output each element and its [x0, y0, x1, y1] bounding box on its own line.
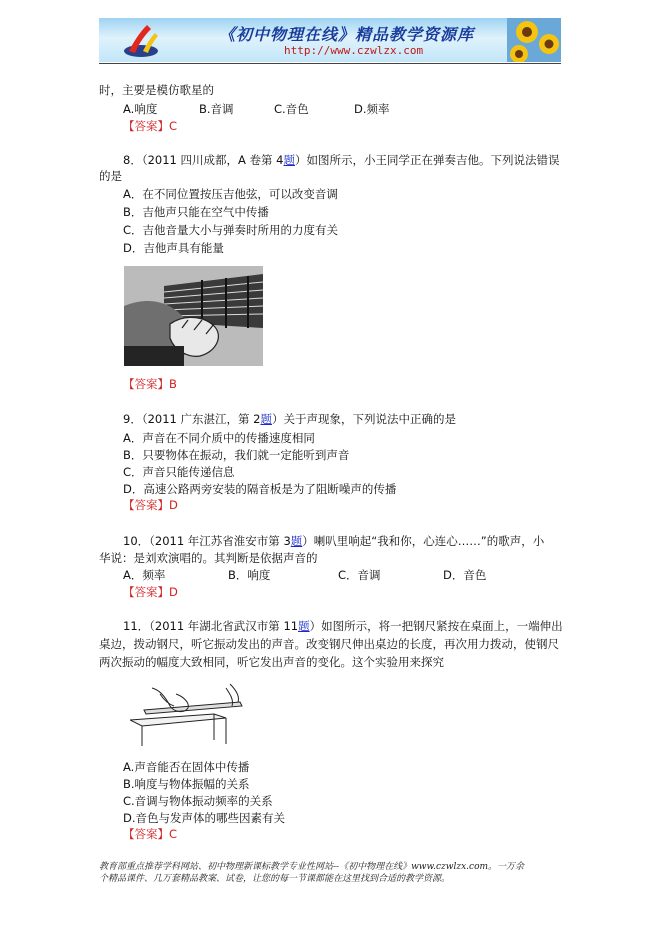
q11-ti-link[interactable]: 题	[298, 619, 310, 633]
q8-option-a: A．在不同位置按压吉他弦，可以改变音调	[123, 187, 338, 201]
q9-option-b: B．只要物体在振动，我们就一定能听到声音	[123, 448, 350, 462]
footer-line2: 个精品课件、几万套精品教案、试卷，让您的每一节课都能在这里找到合适的教学资源。	[99, 874, 451, 884]
prev-option-b: B.音调	[199, 102, 234, 116]
q10-ti-link[interactable]: 题	[290, 534, 303, 548]
q9-option-c: C．声音只能传递信息	[123, 465, 235, 479]
q11-stem-line1: 11．（2011 年湖北省武汉市第 11题）如图所示，将一把钢尺紧按在桌面上，一端伸出	[123, 619, 563, 633]
q8-option-c: C．吉他音量大小与弹奏时所用的力度有关	[123, 223, 339, 237]
header-rule	[99, 63, 561, 64]
footer-line1: 教育部重点推荐学科网站、初中物理新课标教学专业性网站--《初中物理在线》www.czwlzx.com。一万余	[99, 862, 525, 872]
q9-ti-link[interactable]: 题	[260, 412, 272, 426]
site-title: 《初中物理在线》精品教学资源库	[219, 25, 475, 44]
q11-option-c: C.音调与物体振动频率的关系	[123, 794, 273, 808]
q9-answer: 【答案】D	[123, 498, 178, 512]
q10-option-b: B．响度	[228, 568, 271, 582]
q10-option-d: D．音色	[443, 568, 487, 582]
q11-option-a: A.声音能否在固体中传播	[123, 760, 250, 774]
q10-answer: 【答案】D	[123, 585, 178, 599]
site-url[interactable]: http://www.czwlzx.com	[284, 44, 424, 57]
prev-question-tail: 时，主要是模仿歌星的	[99, 83, 214, 97]
q11-option-b: B.响度与物体振幅的关系	[123, 777, 250, 791]
q9-stem-line1: 9．（2011 广东湛江，第 2题）关于声现象，下列说法中正确的是	[123, 412, 456, 426]
q10-stem-line1: 10．（2011 年江苏省淮安市第 3题）喇叭里响起“我和你，心连心……”的歌声，小	[123, 534, 545, 548]
guitar-photo	[124, 266, 263, 366]
q11-stem-line2: 桌边，拨动钢尺，听它振动发出的声音。改变钢尺伸出桌边的长度，再次用力拨动，使钢尺	[99, 637, 559, 651]
q10-option-a: A．频率	[123, 568, 166, 582]
q11-option-d: D.音色与发声体的哪些因素有关	[123, 811, 286, 825]
header-banner	[99, 18, 561, 62]
ruler-experiment-diagram	[130, 680, 246, 746]
q8-option-d: D．吉他声具有能量	[123, 241, 224, 255]
q11-stem-line3: 两次振动的幅度大致相同，听它发出声音的变化。这个实验用来探究	[99, 655, 444, 669]
site-logo-icon	[121, 21, 161, 59]
q8-stem-line2: 的是	[99, 169, 122, 183]
q8-option-b: B．吉他声只能在空气中传播	[123, 205, 269, 219]
q11-answer: 【答案】C	[123, 827, 178, 841]
q8-answer: 【答案】B	[123, 377, 177, 391]
prev-answer: 【答案】C	[123, 119, 178, 133]
q10-option-c: C．音调	[338, 568, 381, 582]
page-footer	[99, 861, 561, 885]
q10-stem-line2: 华说：是刘欢演唱的。其判断是依据声音的	[99, 551, 318, 565]
sunflower-icon	[507, 18, 561, 62]
q8-ti-link[interactable]: 题	[283, 153, 295, 167]
prev-option-a: A.响度	[123, 102, 158, 116]
q8-stem-line1: 8．（2011 四川成都，A 卷第 4题）如图所示，小王同学正在弹奏吉他。下列说法错误	[123, 153, 560, 167]
prev-option-d: D.频率	[354, 102, 390, 116]
q9-option-d: D．高速公路两旁安装的隔音板是为了阻断噪声的传播	[123, 482, 397, 496]
q9-option-a: A．声音在不同介质中的传播速度相同	[123, 431, 315, 445]
prev-option-c: C.音色	[274, 102, 309, 116]
